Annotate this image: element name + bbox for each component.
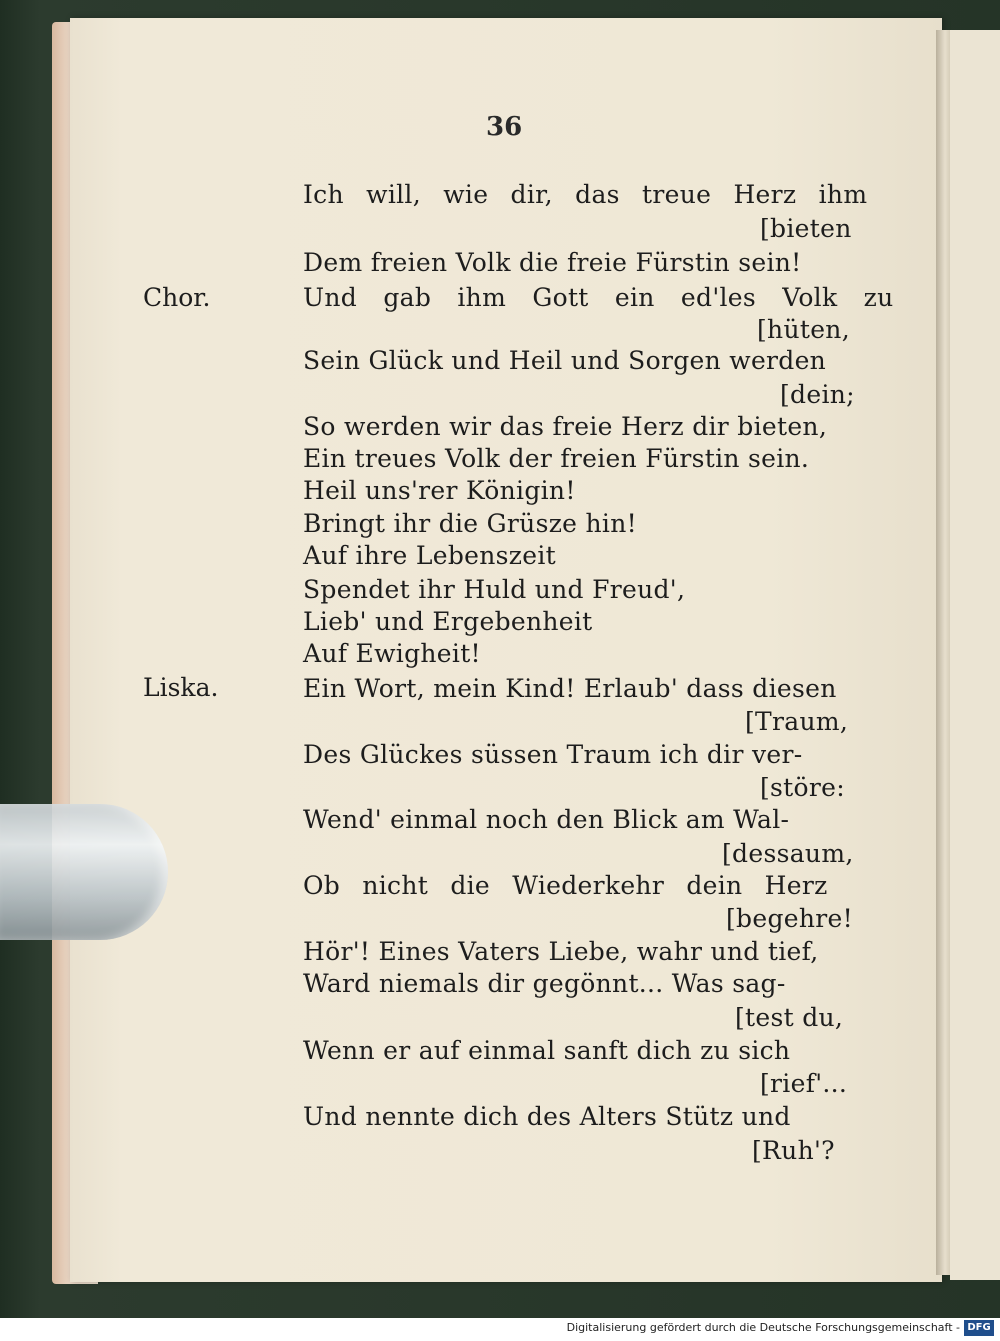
verse-line: [test du, bbox=[735, 1003, 844, 1032]
verse-line: Auf Ewigheit! bbox=[303, 639, 481, 668]
verse-line: Ob nicht die Wiederkehr dein Herz bbox=[303, 871, 828, 900]
speaker-liska: Liska. bbox=[143, 673, 219, 702]
verse-line: Wenn er auf einmal sanft dich zu sich bbox=[303, 1036, 791, 1065]
verse-line: Auf ihre Lebenszeit bbox=[303, 541, 556, 570]
verse-line: Ward niemals dir gegönnt... Was sag- bbox=[303, 969, 786, 998]
verse-line: Spendet ihr Huld und Freud', bbox=[303, 575, 686, 604]
verse-line: Hör'! Eines Vaters Liebe, wahr und tief, bbox=[303, 937, 819, 966]
verse-line: [störe: bbox=[760, 773, 845, 802]
page-clip bbox=[0, 804, 168, 940]
verse-line: [begehre! bbox=[726, 904, 853, 933]
verse-line: [dein; bbox=[780, 380, 855, 409]
verse-line: Wend' einmal noch den Blick am Wal- bbox=[303, 805, 790, 834]
page-number: 36 bbox=[486, 112, 523, 142]
speaker-chor: Chor. bbox=[143, 283, 211, 312]
verse-line: Bringt ihr die Grüsze hin! bbox=[303, 509, 637, 538]
verse-line: [Ruh'? bbox=[752, 1136, 835, 1165]
verse-line: Ein Wort, mein Kind! Erlaub' dass diesen bbox=[303, 674, 837, 703]
verse-line: So werden wir das freie Herz dir bieten, bbox=[303, 412, 828, 441]
verse-line: Des Glückes süssen Traum ich dir ver- bbox=[303, 740, 803, 769]
verse-line: Sein Glück und Heil und Sorgen werden bbox=[303, 346, 827, 375]
dfg-logo: DFG bbox=[964, 1320, 994, 1336]
verse-line: Ein treues Volk der freien Fürstin sein. bbox=[303, 444, 810, 473]
verse-line: Und gab ihm Gott ein ed'les Volk zu bbox=[303, 283, 894, 312]
verse-line: Lieb' und Ergebenheit bbox=[303, 607, 593, 636]
verse-line: Und nennte dich des Alters Stütz und bbox=[303, 1102, 791, 1131]
verse-line: [rief'... bbox=[760, 1069, 848, 1098]
footer-credit: Digitalisierung gefördert durch die Deutsche Forschungsgemeinschaft - bbox=[566, 1321, 960, 1334]
verse-line: [dessaum, bbox=[722, 839, 854, 868]
verse-line: [bieten bbox=[760, 214, 852, 243]
verse-line: [hüten, bbox=[757, 315, 850, 344]
verse-line: Ich will, wie dir, das treue Herz ihm bbox=[303, 180, 868, 209]
verse-line: Heil uns'rer Königin! bbox=[303, 476, 576, 505]
facing-page bbox=[950, 30, 1000, 1280]
verse-line: [Traum, bbox=[745, 707, 849, 736]
verse-line: Dem freien Volk die freie Fürstin sein! bbox=[303, 248, 802, 277]
